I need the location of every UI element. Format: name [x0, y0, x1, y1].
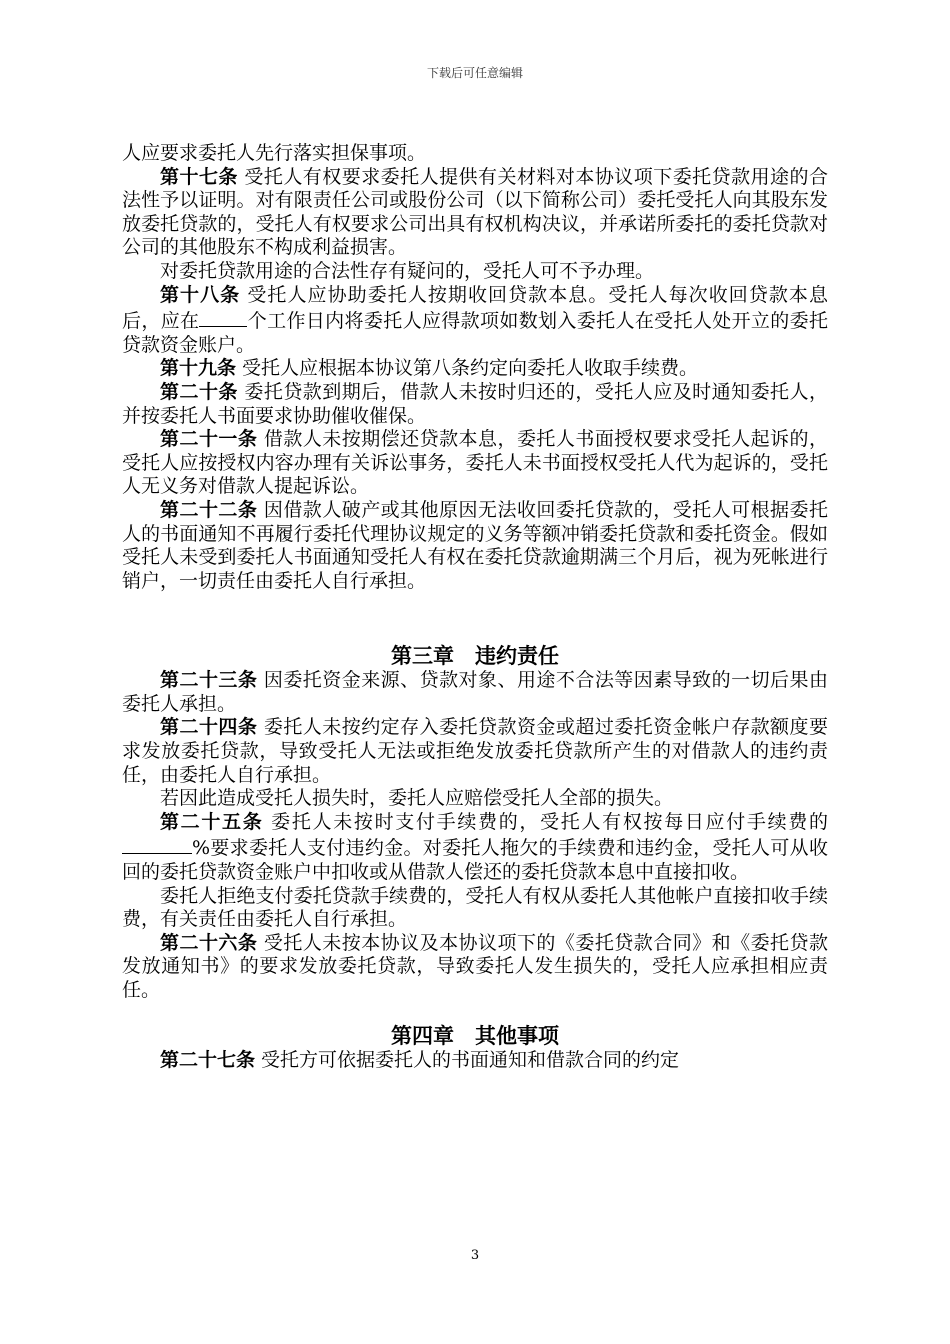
article-number: 第二十三条 — [160, 669, 258, 692]
article-text: 个工作日内将委托人应得款项如数划入委托人在受托人处开立的委托贷款资金账户。 — [122, 310, 828, 356]
article-number: 第二十七条 — [160, 1048, 256, 1071]
page-number: 3 — [470, 1248, 480, 1263]
article-number: 第十七条 — [160, 165, 238, 188]
article-text: 委托贷款到期后，借款人未按时归还的，受托人应及时通知委托人，并按委托人书面要求协助催收催保。 — [122, 380, 828, 427]
article-text: 因委托资金来源、贷款对象、用途不合法等因素导致的一切后果由委托人承担。 — [122, 669, 828, 715]
paragraph: 委托人拒绝支付委托贷款手续费的，受托人有权从委托人其他帐户直接扣收手续费，有关责任由委托人自行承担。 — [122, 884, 828, 931]
article-text: 受托人应协助委托人按期收回贷款本息。受托人每次收回贷款本息后，应在 — [122, 283, 828, 333]
article-text: 委托人未按约定存入委托贷款资金或超过委托资金帐户存款额度要求发放委托贷款，导致受托人无法或拒绝发放委托贷款所产生的对借款人的违约责任，由委托人自行承担。 — [122, 716, 828, 786]
article-19 — [122, 357, 828, 381]
paragraph: 若因此造成受托人损失时，委托人应赔偿受托人全部的损失。 — [160, 787, 674, 810]
article-number: 第二十二条 — [160, 498, 258, 521]
article-text: 受托方可依据委托人的书面通知和借款合同的约定 — [255, 1048, 680, 1071]
chapter-heading: 第三章 违约责任 — [391, 643, 559, 669]
fill-in-blank — [199, 307, 247, 327]
article-text: %要求委托人支付违约金。对委托人拖欠的手续费和违约金，受托人可从收回的委托贷款资金账户中扣收或从借款人偿还的委托贷款本息中直接扣收。 — [122, 837, 828, 884]
article-22 — [122, 499, 828, 593]
article-18 — [122, 284, 828, 358]
paragraph: 对委托贷款用途的合法性存有疑问的，受托人可不予办理。 — [160, 259, 655, 282]
article-number: 第十九条 — [160, 357, 237, 380]
article-25 — [122, 811, 828, 885]
article-23 — [122, 669, 828, 716]
paragraph: 人应要求委托人先行落实担保事项。 — [122, 142, 427, 164]
article-24 — [122, 716, 828, 787]
document-body — [122, 142, 828, 1072]
article-text: 因借款人破产或其他原因无法收回委托贷款的，受托人可根据委托人的书面通知不再履行委托代理协议规定的义务等额冲销委托贷款和委托资金。假如受托人未受到委托人书面通知受托人有权在委托贷款逾期满三个月后，视为死帐进行销户，一切责任由委托人自行承担。 — [122, 498, 828, 592]
article-27 — [122, 1049, 828, 1073]
chapter-heading: 第四章 其他事项 — [391, 1022, 559, 1048]
article-21 — [122, 428, 828, 499]
article-number: 第二十条 — [160, 380, 238, 403]
fill-in-blank — [122, 834, 192, 854]
article-text: 委托人未按时支付手续费的，受托人有权按每日应付手续费的 — [263, 810, 828, 833]
article-20 — [122, 381, 828, 428]
article-number: 第十八条 — [160, 283, 241, 306]
article-number: 第二十五条 — [160, 810, 264, 833]
article-number: 第二十六条 — [160, 931, 258, 954]
article-text: 受托人未按本协议及本协议项下的《委托贷款合同》和《委托贷款发放通知书》的要求发放委托贷款，导致委托人发生损失的，受托人应承担相应责任。 — [122, 931, 828, 1001]
article-number: 第二十四条 — [160, 716, 258, 739]
article-26 — [122, 932, 828, 1003]
page-header: 下载后可任意编辑 — [426, 66, 523, 80]
article-text: 受托人应根据本协议第八条约定向委托人收取手续费。 — [236, 357, 699, 380]
article-17 — [122, 166, 828, 260]
article-number: 第二十一条 — [160, 428, 258, 451]
article-text: 受托人有权要求委托人提供有关材料对本协议项下委托贷款用途的合法性予以证明。对有限责任公司或股份公司（以下简称公司）委托受托人向其股东发放委托贷款的，受托人有权要求公司出具有权机构决议，并承诺所委托的委托贷款对公司的其他股东不构成利益损害。 — [122, 165, 828, 259]
article-text: 借款人未按期偿还贷款本息，委托人书面授权要求受托人起诉的，受托人应按授权内容办理有关诉讼事务，委托人未书面授权受托人代为起诉的，受托人无义务对借款人提起诉讼。 — [122, 428, 828, 498]
